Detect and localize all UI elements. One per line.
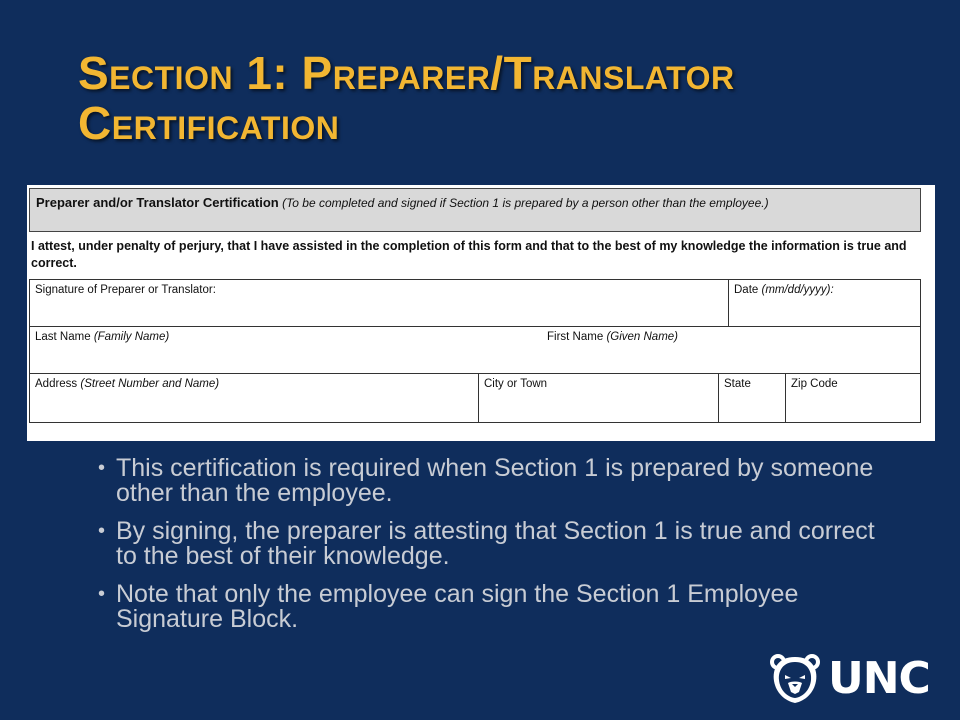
attestation-text: I attest, under penalty of perjury, that I have assisted in the completion of this form and that to the best of my knowledge the information is true and correct. (31, 239, 907, 270)
last-name-field (30, 327, 542, 373)
bullet-list (98, 456, 898, 645)
bullet-text: By signing, the preparer is attesting that Section 1 is true and correct to the best of their knowledge. (116, 517, 875, 570)
address-hint: (Street Number and Name) (80, 378, 220, 390)
date-format-hint: (mm/dd/yyyy): (761, 284, 834, 296)
bullet-item (98, 519, 898, 569)
form-header-note: (To be completed and signed if Section 1 is prepared by a person other than the employee.) (282, 196, 769, 210)
unc-logo (768, 650, 944, 706)
state-label: State (724, 378, 751, 390)
form-row-signature (30, 280, 920, 327)
zip-field (785, 374, 920, 422)
bullet-item (98, 582, 898, 632)
first-name-hint: (Given Name) (606, 331, 679, 343)
form-header (29, 188, 921, 232)
form-fields-grid (29, 279, 921, 423)
bullet-dot-icon: • (98, 520, 106, 542)
last-name-label: Last Name (35, 331, 91, 343)
date-field (728, 280, 920, 326)
date-label: Date (734, 284, 759, 296)
signature-label: Signature of Preparer or Translator: (35, 284, 216, 296)
bullet-dot-icon: • (98, 583, 106, 605)
signature-field (30, 280, 728, 326)
state-field (718, 374, 785, 422)
bullet-text: Note that only the employee can sign the Section 1 Employee Signature Block. (116, 580, 799, 633)
logo-wordmark: UNC (828, 652, 930, 704)
first-name-label: First Name (547, 331, 604, 343)
form-row-name (30, 327, 920, 374)
city-label: City or Town (484, 378, 548, 390)
address-field (30, 374, 478, 422)
bullet-dot-icon: • (98, 457, 106, 479)
form-header-title: Preparer and/or Translator Certification (36, 195, 279, 210)
bear-head-icon (768, 651, 822, 705)
city-field (478, 374, 718, 422)
slide-title-line-2: Certification (78, 97, 340, 149)
bullet-item (98, 456, 898, 506)
address-label: Address (35, 378, 78, 390)
last-name-hint: (Family Name) (93, 331, 170, 343)
slide-title-line-1: Section 1: Preparer/Translator (78, 47, 735, 99)
bullet-text: This certification is required when Section 1 is prepared by someone other than the employee. (116, 454, 874, 507)
slide-title (78, 48, 948, 148)
first-name-field (542, 327, 920, 373)
form-row-address (30, 374, 920, 423)
form-image (27, 185, 935, 441)
zip-label: Zip Code (791, 378, 838, 390)
